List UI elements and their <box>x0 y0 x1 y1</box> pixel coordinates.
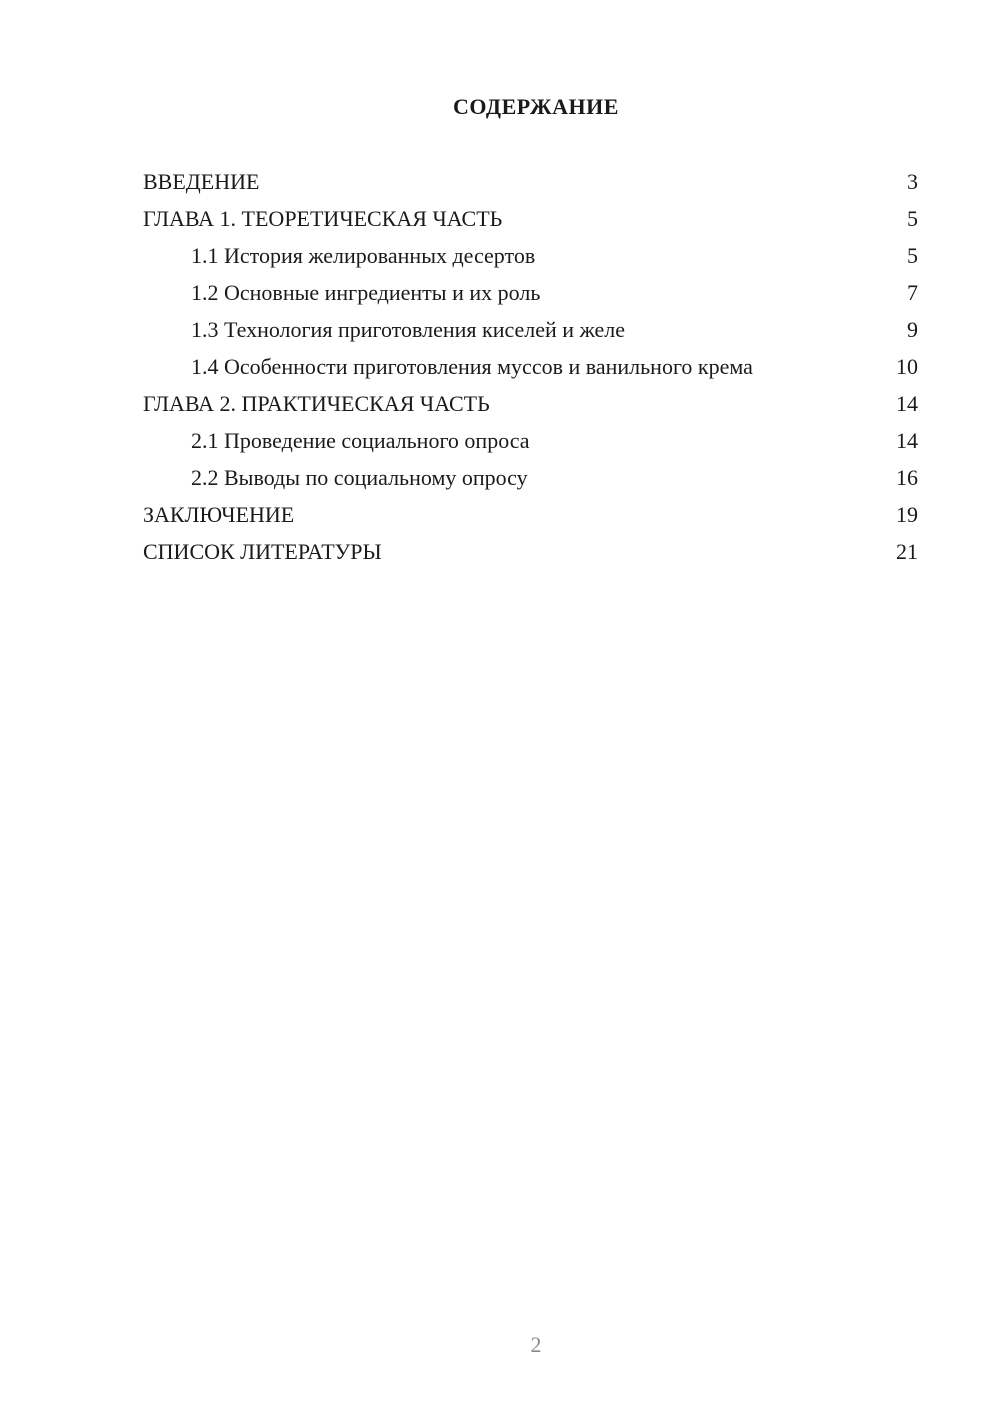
toc-entry-label: ВВЕДЕНИЕ <box>143 169 260 194</box>
toc-entry-page: 16 <box>896 465 918 490</box>
toc-entry-introduction[interactable] <box>143 168 918 196</box>
toc-entry-page: 14 <box>896 428 918 453</box>
toc-entry-section-1-4[interactable] <box>143 353 918 381</box>
toc-entry-section-1-1[interactable] <box>143 242 918 270</box>
toc-entry-label: ГЛАВА 1. ТЕОРЕТИЧЕСКАЯ ЧАСТЬ <box>143 206 503 231</box>
toc-entry-label: 1.2 Основные ингредиенты и их роль <box>191 280 541 305</box>
toc-entry-page: 10 <box>896 354 918 379</box>
toc-entry-chapter-1[interactable] <box>143 205 918 233</box>
toc-entry-section-1-3[interactable] <box>143 316 918 344</box>
toc-entry-section-1-2[interactable] <box>143 279 918 307</box>
page-number: 2 <box>530 1332 542 1357</box>
toc-entry-label: 1.4 Особенности приготовления муссов и ванильного крема <box>191 354 753 379</box>
toc-entry-page: 21 <box>896 539 918 564</box>
toc-entry-label: 2.2 Выводы по социальному опросу <box>191 465 528 490</box>
toc-entry-label: 1.1 История желированных десертов <box>191 243 536 268</box>
toc-entry-label: ЗАКЛЮЧЕНИЕ <box>143 502 295 527</box>
toc-entry-label: СПИСОК ЛИТЕРАТУРЫ <box>143 539 382 564</box>
toc-entry-label: 1.3 Технология приготовления киселей и желе <box>191 317 625 342</box>
toc-entry-page: 3 <box>907 169 918 194</box>
toc-entry-section-2-2[interactable] <box>143 464 918 492</box>
toc-entry-label: 2.1 Проведение социального опроса <box>191 428 530 453</box>
toc-entry-page: 5 <box>907 206 918 231</box>
toc-entry-page: 19 <box>896 502 918 527</box>
toc-entry-page: 7 <box>907 280 918 305</box>
toc-entry-page: 9 <box>907 317 918 342</box>
toc-entry-references[interactable] <box>143 538 918 566</box>
toc-entry-label: ГЛАВА 2. ПРАКТИЧЕСКАЯ ЧАСТЬ <box>143 391 490 416</box>
toc-entry-page: 14 <box>896 391 918 416</box>
toc-entry-page: 5 <box>907 243 918 268</box>
toc-heading: СОДЕРЖАНИЕ <box>453 94 619 119</box>
toc-entry-chapter-2[interactable] <box>143 390 918 418</box>
toc-entry-section-2-1[interactable] <box>143 427 918 455</box>
toc-entry-conclusion[interactable] <box>143 501 918 529</box>
table-of-contents <box>143 168 918 575</box>
